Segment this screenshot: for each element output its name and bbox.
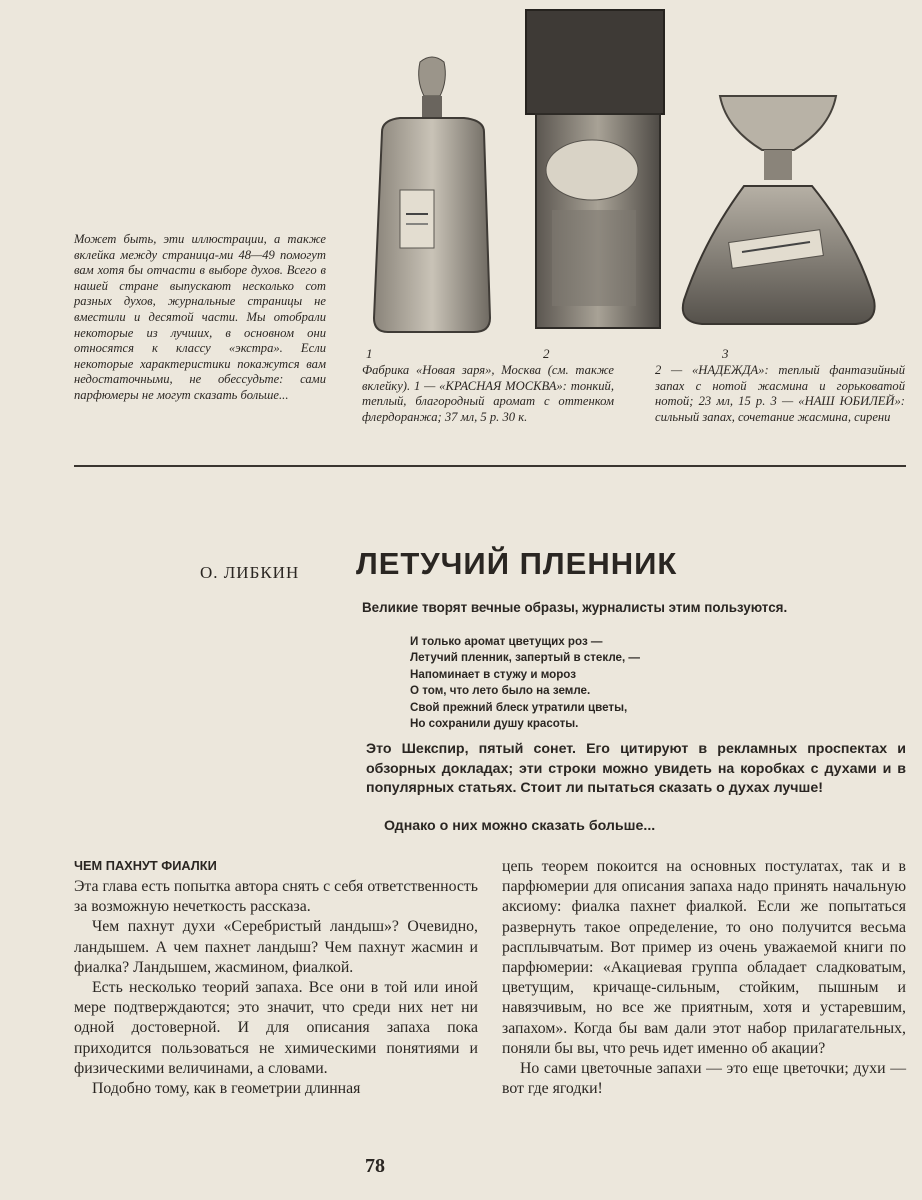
figure-number-1: 1 <box>366 346 373 361</box>
paragraph: Эта глава есть попытка автора снять с себя ответственность за возможную нечеткость рассказа. <box>74 878 478 916</box>
bottle-3 <box>683 96 875 324</box>
article-lead-continuation: Однако о них можно сказать больше... <box>384 818 656 834</box>
bottle-2 <box>526 10 664 328</box>
poem-line: О том, что лето было на земле. <box>410 684 591 698</box>
poem-line: Летучий пленник, запертый в стекле, — <box>410 651 641 665</box>
page-number: 78 <box>365 1155 385 1177</box>
paragraph: Есть несколько теорий запаха. Все они в той или иной мере подтверждаются; это значит, что среди них нет ни одной достоверной. И для описания запаха пока приходится пользоваться не химическими понятиями и физическими величинами, а словами. <box>74 979 478 1077</box>
section-divider <box>74 465 906 467</box>
paragraph: Чем пахнут духи «Серебристый ландыш»? Очевидно, ландышем. А чем пахнет ландыш? Чем пахнут жасмин и фиалка? Ландышем, жасмином, фиалкой. <box>74 918 478 976</box>
poem-line: И только аромат цветущих роз — <box>410 635 603 648</box>
epigraph-poem <box>410 634 640 732</box>
poem-line: Но сохранили душу красоты. <box>410 717 579 731</box>
text-column-left <box>74 877 478 1099</box>
poem-line: Напоминает в стужу и мороз <box>410 667 576 681</box>
author-name: О. ЛИБКИН <box>200 563 300 582</box>
caption-right: 2 — «НАДЕЖДА»: теплый фантазийный запах с нотой жасмина и горьковатой нотой; 23 мл, 15 р. 3 — «НАШ ЮБИЛЕЙ»: сильный запах, сочетание жасмина, сирени <box>655 363 905 424</box>
bottle-1 <box>374 57 490 332</box>
text-column-right <box>502 857 906 1099</box>
paragraph: Но сами цветочные запахи — это еще цветочки; духи — вот где ягодки! <box>502 1060 906 1098</box>
perfume-photo <box>360 0 890 345</box>
poem-line: Свой прежний блеск утратили цветы, <box>410 700 628 714</box>
article-title: ЛЕТУЧИЙ ПЛЕННИК <box>356 546 678 581</box>
caption-left: Фабрика «Новая заря», Москва (см. также вклейку). 1 — «КРАСНАЯ МОСКВА»: тонкий, теплый, благородный аромат с оттенком флердоранжа; 37 мл, 5 р. 30 к. <box>362 363 614 424</box>
paragraph: Подобно тому, как в геометрии длинная <box>92 1080 361 1098</box>
perfume-bottles-image <box>360 0 890 345</box>
article-subtitle: Великие творят вечные образы, журналисты этим пользуются. <box>362 600 788 615</box>
section-title: ЧЕМ ПАХНУТ ФИАЛКИ <box>74 858 217 873</box>
figure-number-2: 2 <box>543 346 550 361</box>
article-lead: Это Шекспир, пятый сонет. Его цитируют в рекламных проспектах и обзорных докладах; эти строки можно увидеть на коробках с духами и в популярных статьях. Стоит ли пытаться сказать о духах лучше! <box>366 741 906 796</box>
figure-number-3: 3 <box>722 346 729 361</box>
paragraph: цепь теорем покоится на основных постулатах, так и в парфюмерии для описания запаха надо принять начальную аксиому: фиалка пахнет фиалкой. Если же попытаться развернуть такое определение, то оно получится весьма расплывчатым. Вот пример из очень уважаемой книги по парфюмерии: «Акациевая группа обладает сладковатым, цветущим, кричаще-сильным, стойким, пышным и навязчивым, но все же приятным, хотя и устаревшим, запахом». Когда бы вам дали этот набор прилагательных, поняли бы вы, что речь идет именно об акации? <box>502 858 906 1057</box>
intro-caption: Может быть, эти иллюстрации, а также вклейка между страница-ми 48—49 помогут вам хотя бы отчасти в выборе духов. Всего в нашей стране выпускают несколько сот разных духов, журнальные страницы не вместили и десятой части. Мы отобрали некоторые из лучших, в основном они относятся к классу «экстра». Если некоторые характеристики покажутся вам недостаточными, не обессудьте: сами парфюмеры не могут сказать больше... <box>74 232 326 402</box>
